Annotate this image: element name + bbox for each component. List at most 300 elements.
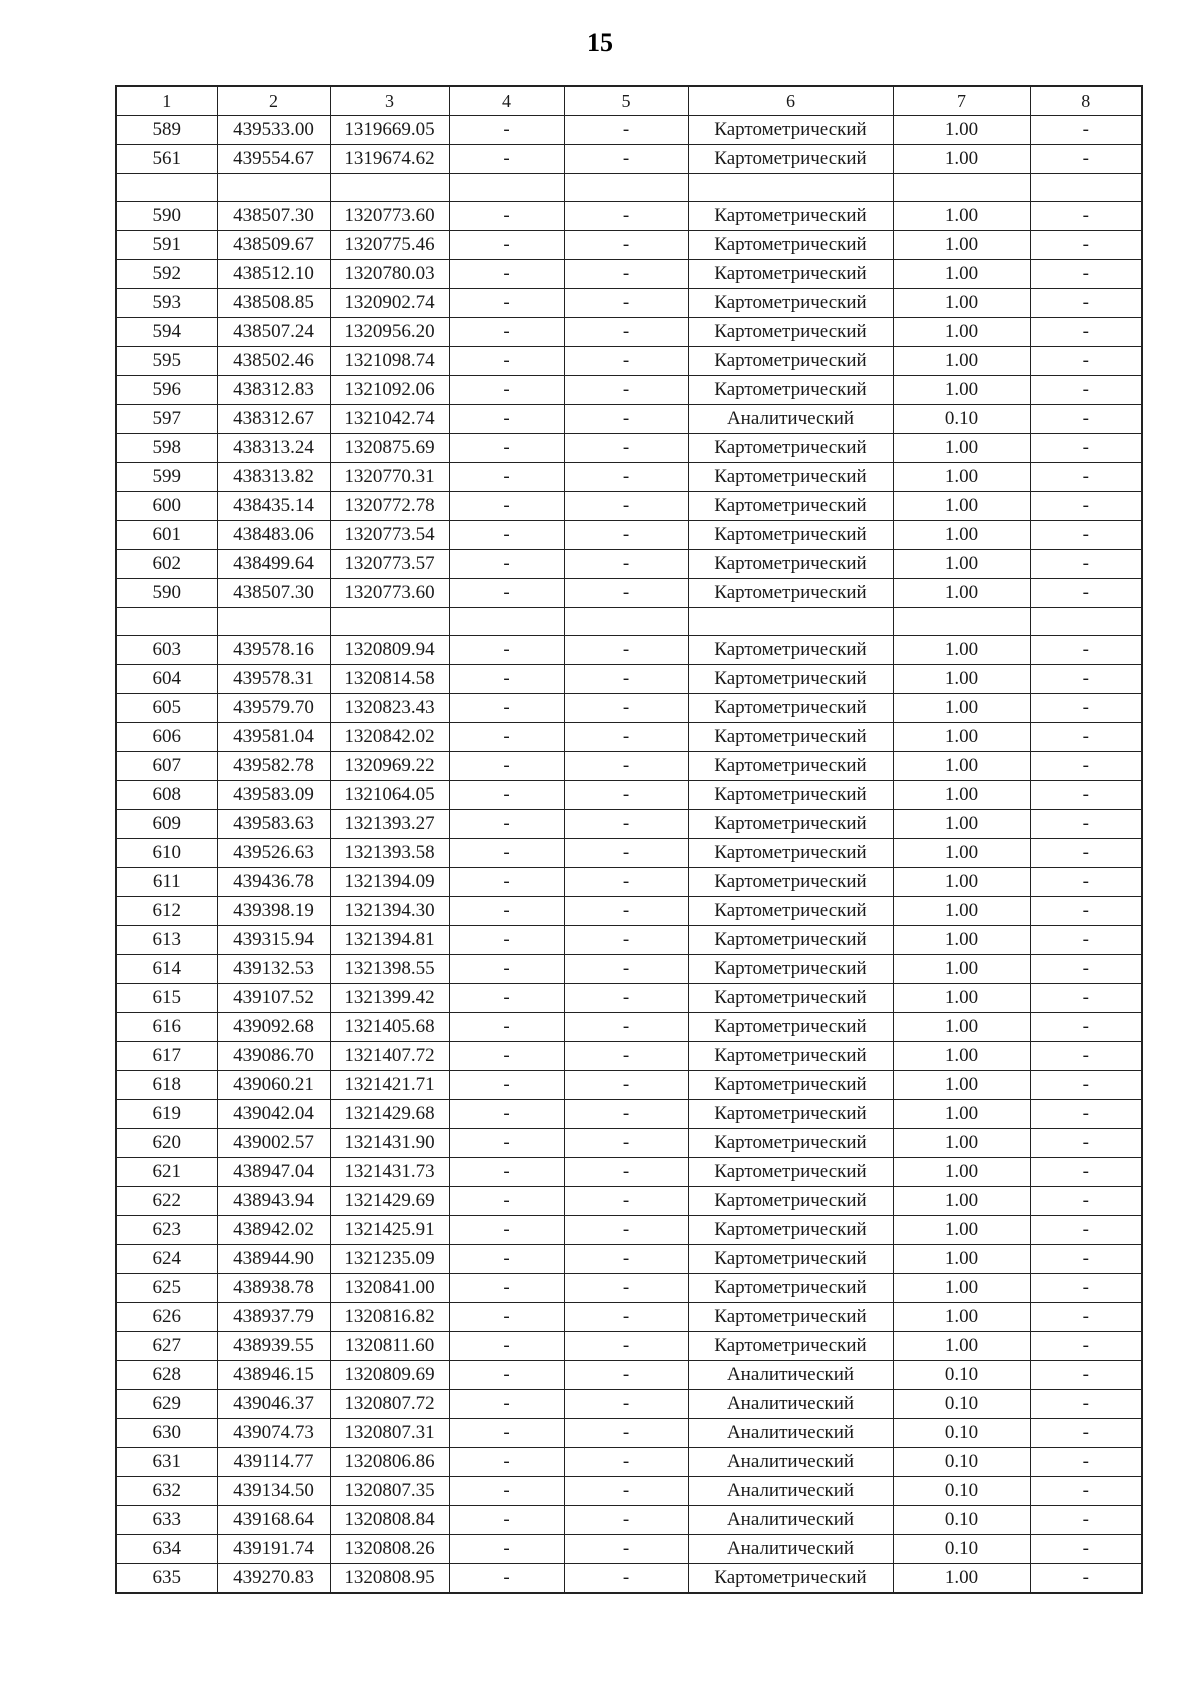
table-cell: - xyxy=(564,1419,688,1448)
table-cell: Картометрический xyxy=(688,1274,893,1303)
table-cell: - xyxy=(1030,1274,1142,1303)
table-cell: Картометрический xyxy=(688,116,893,145)
table-cell: - xyxy=(564,1100,688,1129)
table-row xyxy=(116,1332,1142,1361)
table-cell: - xyxy=(1030,260,1142,289)
table-cell: 439583.09 xyxy=(217,781,330,810)
table-cell: 1320809.94 xyxy=(330,636,449,665)
table-cell: 613 xyxy=(116,926,217,955)
table-cell: 1.00 xyxy=(893,723,1030,752)
table-cell: 438507.30 xyxy=(217,202,330,231)
table-cell: 1.00 xyxy=(893,1332,1030,1361)
table-row xyxy=(116,1042,1142,1071)
table-cell: - xyxy=(564,984,688,1013)
table-cell: Картометрический xyxy=(688,781,893,810)
table-cell: - xyxy=(1030,579,1142,608)
table-cell: - xyxy=(449,1216,564,1245)
table-cell: 1320808.84 xyxy=(330,1506,449,1535)
table-cell: - xyxy=(564,1477,688,1506)
table-cell: - xyxy=(1030,231,1142,260)
table-cell: - xyxy=(449,955,564,984)
table-cell: Аналитический xyxy=(688,405,893,434)
table-cell: - xyxy=(564,694,688,723)
table-cell: - xyxy=(564,1071,688,1100)
table-row xyxy=(116,839,1142,868)
table-cell: - xyxy=(564,347,688,376)
table-cell: Картометрический xyxy=(688,318,893,347)
table-cell: 439436.78 xyxy=(217,868,330,897)
table-cell: 0.10 xyxy=(893,405,1030,434)
table-cell: 598 xyxy=(116,434,217,463)
table-row xyxy=(116,1506,1142,1535)
table-cell: Аналитический xyxy=(688,1506,893,1535)
table-cell: 1321429.68 xyxy=(330,1100,449,1129)
table-cell: - xyxy=(1030,752,1142,781)
table-cell: 439107.52 xyxy=(217,984,330,1013)
table-cell: 631 xyxy=(116,1448,217,1477)
table-cell: 614 xyxy=(116,955,217,984)
table-cell: 1.00 xyxy=(893,694,1030,723)
table-cell: - xyxy=(564,463,688,492)
table-cell xyxy=(116,608,217,636)
table-cell: Картометрический xyxy=(688,347,893,376)
table-cell: 621 xyxy=(116,1158,217,1187)
table-cell: 1320814.58 xyxy=(330,665,449,694)
table-cell: - xyxy=(1030,1477,1142,1506)
table-cell: 438943.94 xyxy=(217,1187,330,1216)
table-body xyxy=(116,86,1142,1593)
table-cell: 624 xyxy=(116,1245,217,1274)
table-cell: 439132.53 xyxy=(217,955,330,984)
table-cell: - xyxy=(1030,1390,1142,1419)
table-cell: Картометрический xyxy=(688,231,893,260)
table-cell: 439042.04 xyxy=(217,1100,330,1129)
table-row xyxy=(116,984,1142,1013)
table-row xyxy=(116,1419,1142,1448)
table-cell: 602 xyxy=(116,550,217,579)
table-cell: 438313.24 xyxy=(217,434,330,463)
table-cell: 608 xyxy=(116,781,217,810)
table-cell: - xyxy=(564,1361,688,1390)
table-cell: - xyxy=(449,1303,564,1332)
table-row xyxy=(116,723,1142,752)
table-cell: 1.00 xyxy=(893,145,1030,174)
table-cell: - xyxy=(449,1332,564,1361)
table-cell: 594 xyxy=(116,318,217,347)
table-cell: Картометрический xyxy=(688,521,893,550)
table-cell: - xyxy=(449,202,564,231)
table-cell: - xyxy=(449,810,564,839)
table-cell: - xyxy=(1030,434,1142,463)
table-cell: Картометрический xyxy=(688,260,893,289)
table-cell: 1.00 xyxy=(893,839,1030,868)
table-cell xyxy=(564,608,688,636)
table-cell: 0.10 xyxy=(893,1477,1030,1506)
table-cell: - xyxy=(564,521,688,550)
table-cell: 1.00 xyxy=(893,926,1030,955)
table-cell: Картометрический xyxy=(688,955,893,984)
table-cell: - xyxy=(1030,550,1142,579)
table-cell: 439060.21 xyxy=(217,1071,330,1100)
column-header: 8 xyxy=(1030,86,1142,116)
table-cell: - xyxy=(449,665,564,694)
table-cell: 1.00 xyxy=(893,1245,1030,1274)
table-cell: - xyxy=(449,1361,564,1390)
table-cell: 0.10 xyxy=(893,1506,1030,1535)
table-cell: 619 xyxy=(116,1100,217,1129)
table-cell: 438312.67 xyxy=(217,405,330,434)
table-cell: - xyxy=(564,1158,688,1187)
table-cell: Картометрический xyxy=(688,1071,893,1100)
table-row xyxy=(116,1274,1142,1303)
table-cell: - xyxy=(449,1506,564,1535)
table-cell: - xyxy=(1030,1129,1142,1158)
table-cell: Картометрический xyxy=(688,694,893,723)
table-cell: - xyxy=(564,116,688,145)
table-cell: - xyxy=(449,1274,564,1303)
table-cell: 606 xyxy=(116,723,217,752)
table-cell: 628 xyxy=(116,1361,217,1390)
table-cell: - xyxy=(564,955,688,984)
table-cell: - xyxy=(1030,926,1142,955)
table-cell: - xyxy=(564,1448,688,1477)
page-number: 15 xyxy=(587,28,613,57)
table-cell: - xyxy=(1030,492,1142,521)
table-cell xyxy=(688,174,893,202)
table-cell: - xyxy=(564,665,688,694)
table-cell: - xyxy=(564,434,688,463)
table-row xyxy=(116,1187,1142,1216)
table-cell: 1.00 xyxy=(893,1042,1030,1071)
table-cell: - xyxy=(449,376,564,405)
table-cell: - xyxy=(1030,202,1142,231)
table-cell: - xyxy=(1030,1332,1142,1361)
table-cell: - xyxy=(564,839,688,868)
table-cell: 1320773.57 xyxy=(330,550,449,579)
table-cell: - xyxy=(1030,955,1142,984)
table-cell: - xyxy=(449,1013,564,1042)
column-header: 1 xyxy=(116,86,217,116)
table-cell: 1321431.73 xyxy=(330,1158,449,1187)
table-cell: 1.00 xyxy=(893,231,1030,260)
table-cell: Картометрический xyxy=(688,810,893,839)
table-cell: - xyxy=(564,1274,688,1303)
table-cell: 629 xyxy=(116,1390,217,1419)
table-row xyxy=(116,752,1142,781)
table-cell: 1.00 xyxy=(893,955,1030,984)
table-cell: 1.00 xyxy=(893,1303,1030,1332)
table-cell: - xyxy=(449,1042,564,1071)
table-cell: - xyxy=(564,405,688,434)
table-cell: 439092.68 xyxy=(217,1013,330,1042)
table-cell: - xyxy=(564,1303,688,1332)
table-cell: 439581.04 xyxy=(217,723,330,752)
table-cell: 1320773.60 xyxy=(330,579,449,608)
table-cell: Картометрический xyxy=(688,636,893,665)
table-cell: - xyxy=(1030,1042,1142,1071)
table-cell: 1.00 xyxy=(893,752,1030,781)
table-cell: - xyxy=(564,1506,688,1535)
table-cell: 1.00 xyxy=(893,289,1030,318)
table-cell: - xyxy=(1030,1245,1142,1274)
table-cell: 0.10 xyxy=(893,1390,1030,1419)
table-cell: 438509.67 xyxy=(217,231,330,260)
table-cell: Картометрический xyxy=(688,752,893,781)
table-cell: 1320809.69 xyxy=(330,1361,449,1390)
table-cell xyxy=(330,174,449,202)
table-cell: Аналитический xyxy=(688,1477,893,1506)
table-cell: 1.00 xyxy=(893,781,1030,810)
table-cell: - xyxy=(1030,1071,1142,1100)
table-cell: 590 xyxy=(116,202,217,231)
table-cell xyxy=(688,608,893,636)
table-cell: - xyxy=(449,1390,564,1419)
table-cell: - xyxy=(1030,116,1142,145)
table-cell: 1320773.54 xyxy=(330,521,449,550)
table-cell: 438312.83 xyxy=(217,376,330,405)
table-cell: Картометрический xyxy=(688,1100,893,1129)
table-cell: 1.00 xyxy=(893,1013,1030,1042)
table-cell: - xyxy=(564,1187,688,1216)
table-cell: Картометрический xyxy=(688,1303,893,1332)
table-cell: 630 xyxy=(116,1419,217,1448)
table-row xyxy=(116,434,1142,463)
table-row xyxy=(116,694,1142,723)
table-cell: - xyxy=(449,289,564,318)
table-row xyxy=(116,1100,1142,1129)
table-cell xyxy=(564,174,688,202)
table-cell: 0.10 xyxy=(893,1361,1030,1390)
table-cell: - xyxy=(564,145,688,174)
table-cell: Картометрический xyxy=(688,1245,893,1274)
table-cell: 609 xyxy=(116,810,217,839)
table-cell: 1320902.74 xyxy=(330,289,449,318)
table-cell xyxy=(893,608,1030,636)
table-cell: - xyxy=(449,1477,564,1506)
table-cell: 439270.83 xyxy=(217,1564,330,1594)
table-cell: 1320816.82 xyxy=(330,1303,449,1332)
table-cell: - xyxy=(1030,868,1142,897)
table-cell: 591 xyxy=(116,231,217,260)
table-cell: 1320842.02 xyxy=(330,723,449,752)
table-cell: - xyxy=(449,839,564,868)
table-cell: Картометрический xyxy=(688,868,893,897)
table-cell: - xyxy=(564,1390,688,1419)
table-cell: - xyxy=(1030,289,1142,318)
table-cell: - xyxy=(1030,1100,1142,1129)
table-row xyxy=(116,1564,1142,1594)
table-cell: - xyxy=(1030,1187,1142,1216)
table-cell: 439074.73 xyxy=(217,1419,330,1448)
table-cell: 1321431.90 xyxy=(330,1129,449,1158)
table-cell: 599 xyxy=(116,463,217,492)
table-cell: 592 xyxy=(116,260,217,289)
table-cell: - xyxy=(564,752,688,781)
table-cell: Аналитический xyxy=(688,1390,893,1419)
table-row xyxy=(116,492,1142,521)
table-cell: 438942.02 xyxy=(217,1216,330,1245)
table-row xyxy=(116,145,1142,174)
table-cell: - xyxy=(564,289,688,318)
table-cell: 438946.15 xyxy=(217,1361,330,1390)
table-cell: Картометрический xyxy=(688,1564,893,1594)
coordinates-table xyxy=(115,85,1143,1594)
table-cell: - xyxy=(449,1419,564,1448)
table-cell: 1320807.31 xyxy=(330,1419,449,1448)
table-cell: 1.00 xyxy=(893,260,1030,289)
table-cell: Аналитический xyxy=(688,1448,893,1477)
table-cell: 439579.70 xyxy=(217,694,330,723)
table-cell: 1.00 xyxy=(893,1216,1030,1245)
table-cell: 438512.10 xyxy=(217,260,330,289)
table-cell: 597 xyxy=(116,405,217,434)
table-cell: 1.00 xyxy=(893,1071,1030,1100)
table-cell: 439191.74 xyxy=(217,1535,330,1564)
table-cell: Картометрический xyxy=(688,1042,893,1071)
table-cell: - xyxy=(1030,1013,1142,1042)
table-cell: 1.00 xyxy=(893,116,1030,145)
table-cell: - xyxy=(449,1245,564,1274)
table-cell: - xyxy=(449,723,564,752)
table-cell: 438499.64 xyxy=(217,550,330,579)
table-cell: - xyxy=(449,1187,564,1216)
table-cell: - xyxy=(449,231,564,260)
table-cell: 1.00 xyxy=(893,1564,1030,1594)
table-cell: 1320807.35 xyxy=(330,1477,449,1506)
table-cell: 1.00 xyxy=(893,434,1030,463)
table-cell: - xyxy=(1030,665,1142,694)
table-cell: 633 xyxy=(116,1506,217,1535)
table-cell: 439002.57 xyxy=(217,1129,330,1158)
table-cell: 617 xyxy=(116,1042,217,1071)
table-cell: 1.00 xyxy=(893,984,1030,1013)
table-cell: - xyxy=(1030,1361,1142,1390)
table-cell: 438502.46 xyxy=(217,347,330,376)
table-cell: 1321092.06 xyxy=(330,376,449,405)
table-cell: Картометрический xyxy=(688,202,893,231)
table-cell: 615 xyxy=(116,984,217,1013)
table-cell: - xyxy=(564,550,688,579)
table-cell: 1.00 xyxy=(893,1100,1030,1129)
table-cell: 632 xyxy=(116,1477,217,1506)
table-cell: 1321042.74 xyxy=(330,405,449,434)
table-cell: 1321398.55 xyxy=(330,955,449,984)
table-cell: Картометрический xyxy=(688,723,893,752)
table-cell: 1320811.60 xyxy=(330,1332,449,1361)
table-cell: - xyxy=(1030,463,1142,492)
table-row xyxy=(116,174,1142,202)
table-cell: Картометрический xyxy=(688,926,893,955)
table-cell: Картометрический xyxy=(688,289,893,318)
table-cell: - xyxy=(1030,405,1142,434)
table-cell: - xyxy=(564,1535,688,1564)
table-cell: Аналитический xyxy=(688,1419,893,1448)
table-cell: 1320806.86 xyxy=(330,1448,449,1477)
table-row xyxy=(116,260,1142,289)
table-cell: 1.00 xyxy=(893,868,1030,897)
table-cell: 1321425.91 xyxy=(330,1216,449,1245)
table-cell: - xyxy=(1030,1535,1142,1564)
table-cell: - xyxy=(449,145,564,174)
table-cell: - xyxy=(564,1245,688,1274)
table-cell: 625 xyxy=(116,1274,217,1303)
table-cell: 439583.63 xyxy=(217,810,330,839)
column-header: 4 xyxy=(449,86,564,116)
table-cell: 1.00 xyxy=(893,347,1030,376)
table-cell xyxy=(449,608,564,636)
table-cell: 1.00 xyxy=(893,1274,1030,1303)
table-cell: - xyxy=(1030,1564,1142,1594)
table-cell: 439578.31 xyxy=(217,665,330,694)
table-cell: 439168.64 xyxy=(217,1506,330,1535)
table-header-row xyxy=(116,86,1142,116)
table-cell: Картометрический xyxy=(688,1216,893,1245)
table-cell: - xyxy=(449,781,564,810)
table-cell: - xyxy=(1030,984,1142,1013)
table-cell: - xyxy=(564,376,688,405)
table-cell: Картометрический xyxy=(688,897,893,926)
table-cell: 1320808.95 xyxy=(330,1564,449,1594)
table-cell: - xyxy=(1030,1506,1142,1535)
table-cell: 612 xyxy=(116,897,217,926)
table-cell: - xyxy=(449,636,564,665)
table-cell: 1320773.60 xyxy=(330,202,449,231)
table-row xyxy=(116,347,1142,376)
table-cell: - xyxy=(564,897,688,926)
table-cell: 1319674.62 xyxy=(330,145,449,174)
table-cell: - xyxy=(1030,781,1142,810)
table-cell: - xyxy=(449,434,564,463)
table-row xyxy=(116,1390,1142,1419)
table-cell: 603 xyxy=(116,636,217,665)
table-cell: 1320770.31 xyxy=(330,463,449,492)
table-cell: 1.00 xyxy=(893,521,1030,550)
table-cell: Картометрический xyxy=(688,376,893,405)
table-cell: 1.00 xyxy=(893,492,1030,521)
table-cell xyxy=(217,608,330,636)
table-cell: Картометрический xyxy=(688,1187,893,1216)
table-cell: 611 xyxy=(116,868,217,897)
table-cell: 610 xyxy=(116,839,217,868)
table-cell: - xyxy=(564,723,688,752)
table-cell: - xyxy=(449,752,564,781)
table-cell: - xyxy=(449,405,564,434)
table-cell: - xyxy=(449,1448,564,1477)
table-cell: 600 xyxy=(116,492,217,521)
table-cell: - xyxy=(1030,376,1142,405)
table-cell xyxy=(217,174,330,202)
table-cell: Картометрический xyxy=(688,550,893,579)
table-cell: 438313.82 xyxy=(217,463,330,492)
table-cell: 439086.70 xyxy=(217,1042,330,1071)
table-row xyxy=(116,1158,1142,1187)
table-cell: 607 xyxy=(116,752,217,781)
table-cell: 438507.24 xyxy=(217,318,330,347)
table-row xyxy=(116,608,1142,636)
table-cell: 439134.50 xyxy=(217,1477,330,1506)
table-cell xyxy=(1030,174,1142,202)
table-cell: - xyxy=(564,579,688,608)
table-cell: - xyxy=(1030,1158,1142,1187)
table-cell: 0.10 xyxy=(893,1535,1030,1564)
table-cell: 620 xyxy=(116,1129,217,1158)
table-row xyxy=(116,1303,1142,1332)
table-cell: 1320823.43 xyxy=(330,694,449,723)
table-cell: Картометрический xyxy=(688,145,893,174)
table-cell: - xyxy=(564,781,688,810)
table-cell: 1321405.68 xyxy=(330,1013,449,1042)
table-cell: - xyxy=(449,463,564,492)
